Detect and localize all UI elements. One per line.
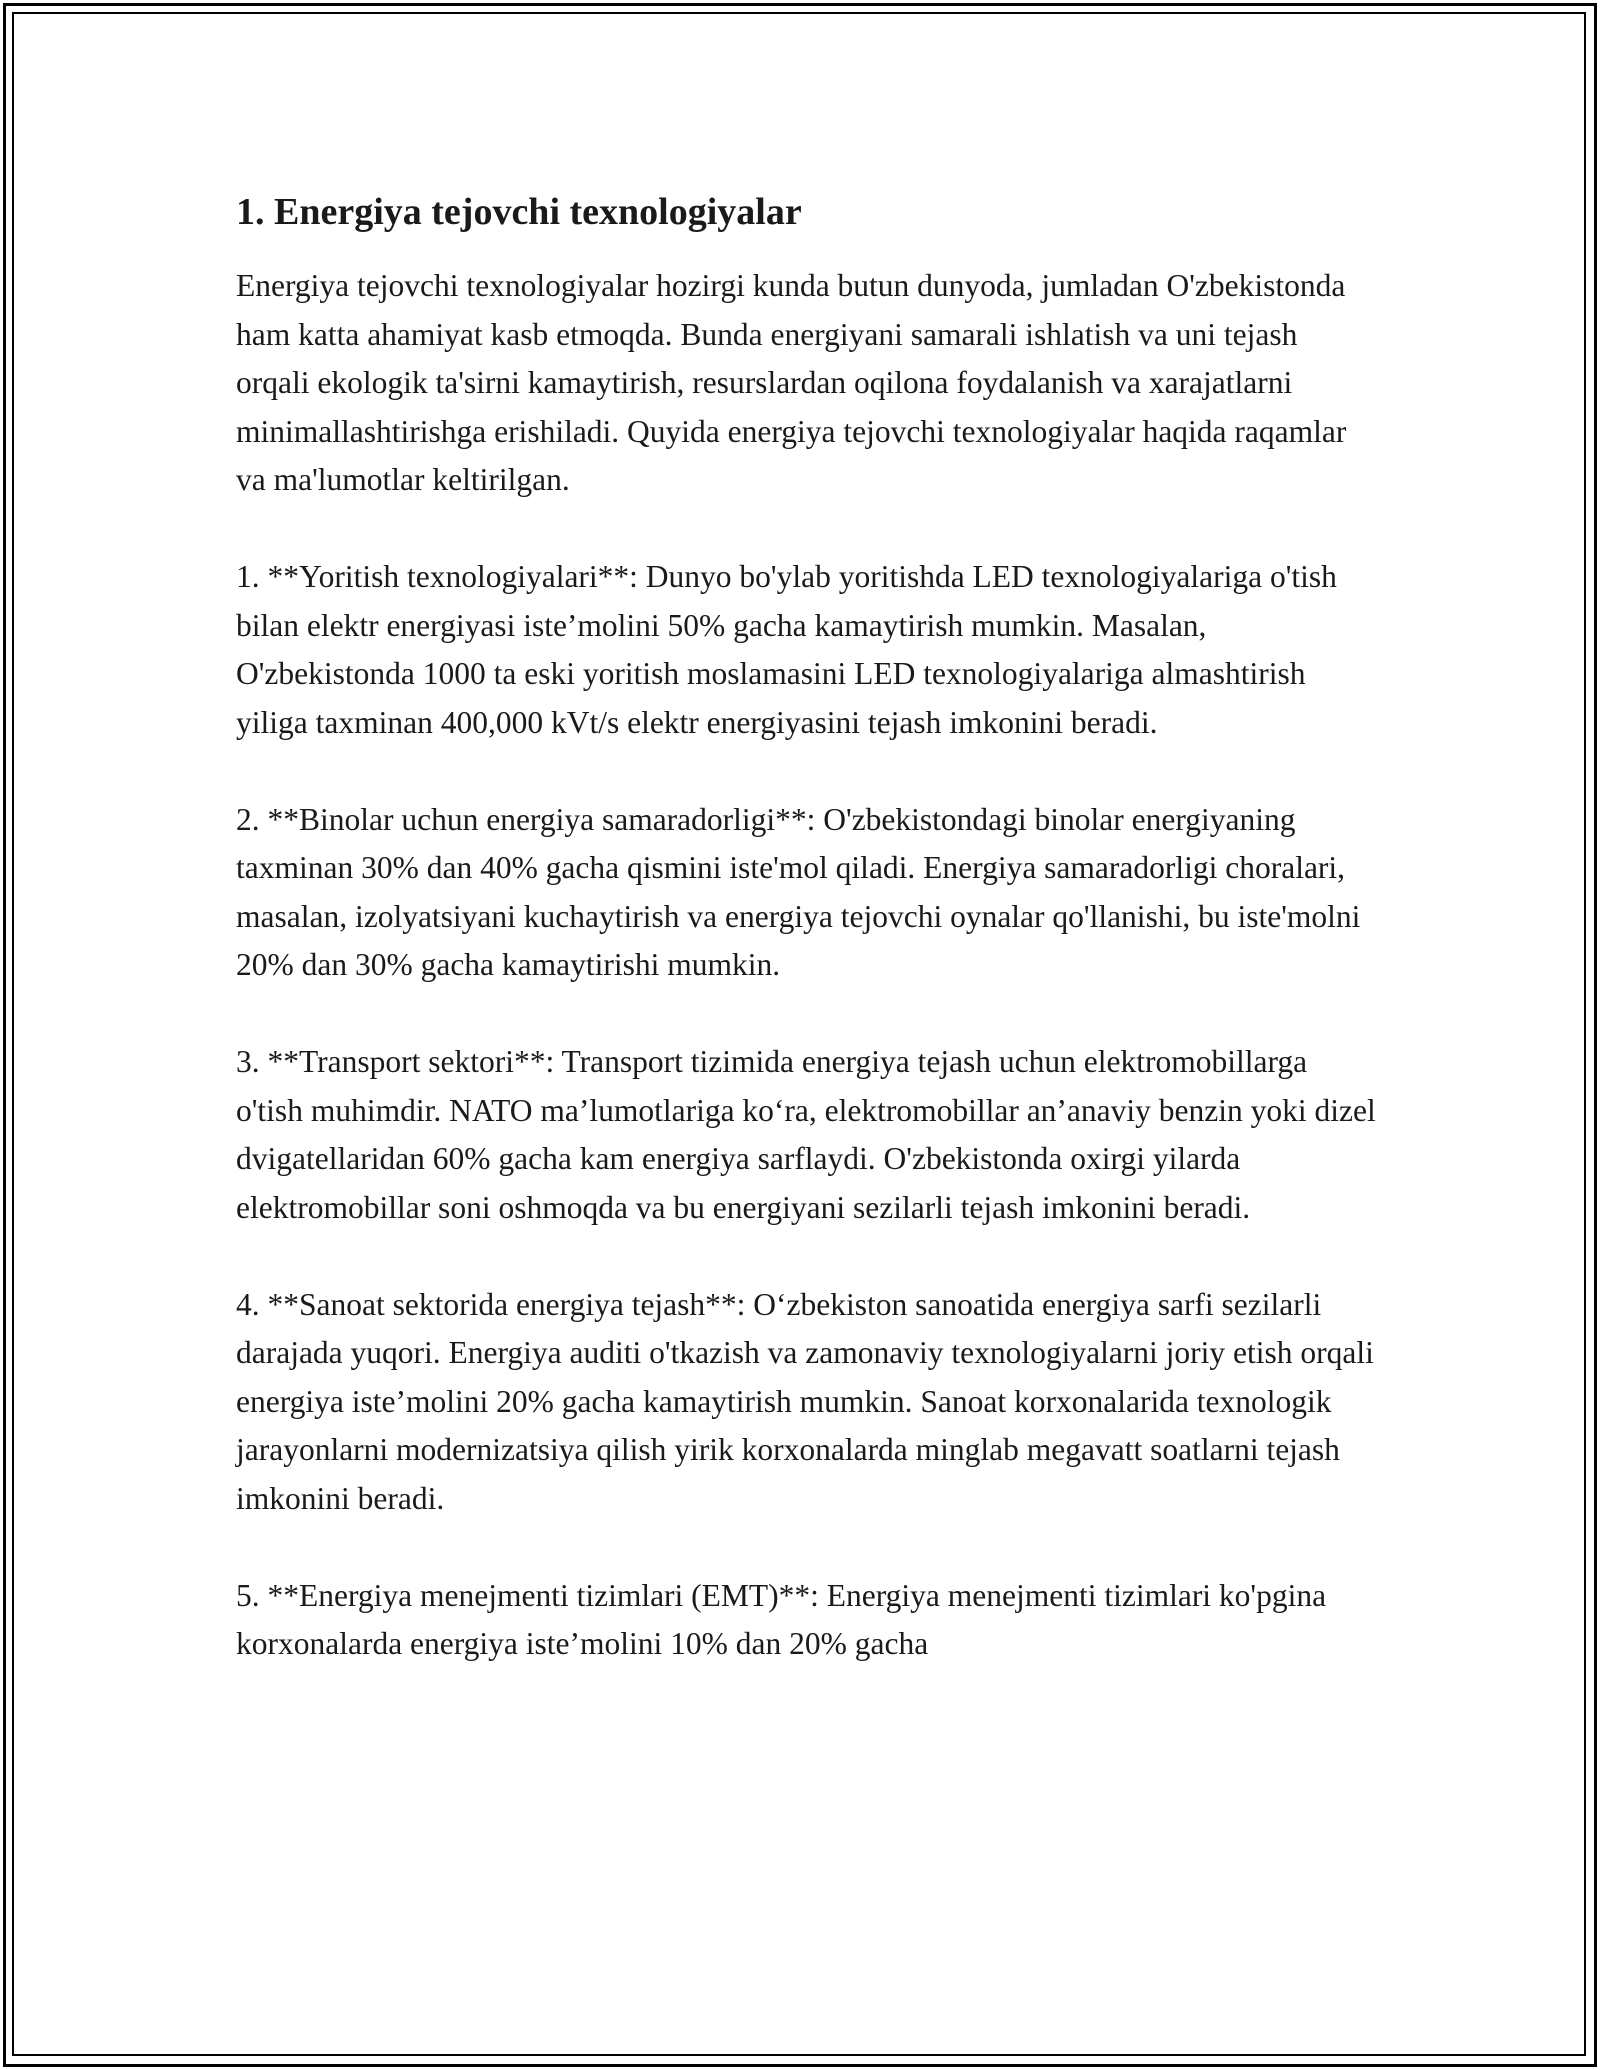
paragraph-buildings: 2. **Binolar uchun energiya samaradorligi**: O'zbekistondagi binolar energiyaning taxminan 30% dan 40% gacha qismini iste'mol qiladi. Energiya samaradorligi choralari, masalan, izolyatsiyani kuchaytirish va energiya tejovchi oynalar qo'llanishi, bu iste'molni 20% dan 30% gacha kamaytirishi mumkin. — [236, 801, 1361, 982]
paragraph-energy-management: 5. **Energiya menejmenti tizimlari (EMT)**: Energiya menejmenti tizimlari ko'pgina korxonalarda energiya iste’molini 10% dan 20% gacha — [236, 1577, 1327, 1661]
paragraph-industry: 4. **Sanoat sektorida energiya tejash**: O‘zbekiston sanoatida energiya sarfi sezilarli darajada yuqori. Energiya auditi o'tkazish va zamonaviy texnologiyalarni joriy etish orqali energiya iste’molini 20% gacha kamaytirish mumkin. Sanoat korxonalarida texnologik jarayonlarni modernizatsiya qilish yirik korxonalarda minglab megavatt soatlarni tejash imkonini beradi. — [236, 1286, 1374, 1516]
paragraph-lighting: 1. **Yoritish texnologiyalari**: Dunyo bo'ylab yoritishda LED texnologiyalariga o'tish bilan elektr energiyasi iste’molini 50% gacha kamaytirish mumkin. Masalan, O'zbekistonda 1000 ta eski yoritish moslamasini LED texnologiyalariga almashtirish yiliga taxminan 400,000 kVt/s elektr energiyasini tejash imkonini beradi. — [236, 559, 1337, 740]
intro-paragraph: Energiya tejovchi texnologiyalar hozirgi kunda butun dunyoda, jumladan O'zbekistonda ham katta ahamiyat kasb etmoqda. Bunda energiyani samarali ishlatish va uni tejash orqali ekologik ta'sirni kamaytirish, resurslardan oqilona foydalanish va xarajatlarni minimallashtirishga erishiladi. Quyida energiya tejovchi texnologiyalar haqida raqamlar va ma'lumotlar keltirilgan. — [236, 268, 1347, 497]
paragraph-transport: 3. **Transport sektori**: Transport tizimida energiya tejash uchun elektromobillarga o'tish muhimdir. NATO ma’lumotlariga ko‘ra, elektromobillar an’anaviy benzin yoki dizel dvigatellaridan 60% gacha kam energiya sarflaydi. O'zbekistonda oxirgi yilarda elektromobillar soni oshmoqda va bu energiyani sezilarli tejash imkonini beradi. — [236, 1044, 1376, 1225]
document-title: 1. Energiya tejovchi texnologiyalar — [236, 191, 802, 233]
document-body — [236, 186, 1376, 1717]
